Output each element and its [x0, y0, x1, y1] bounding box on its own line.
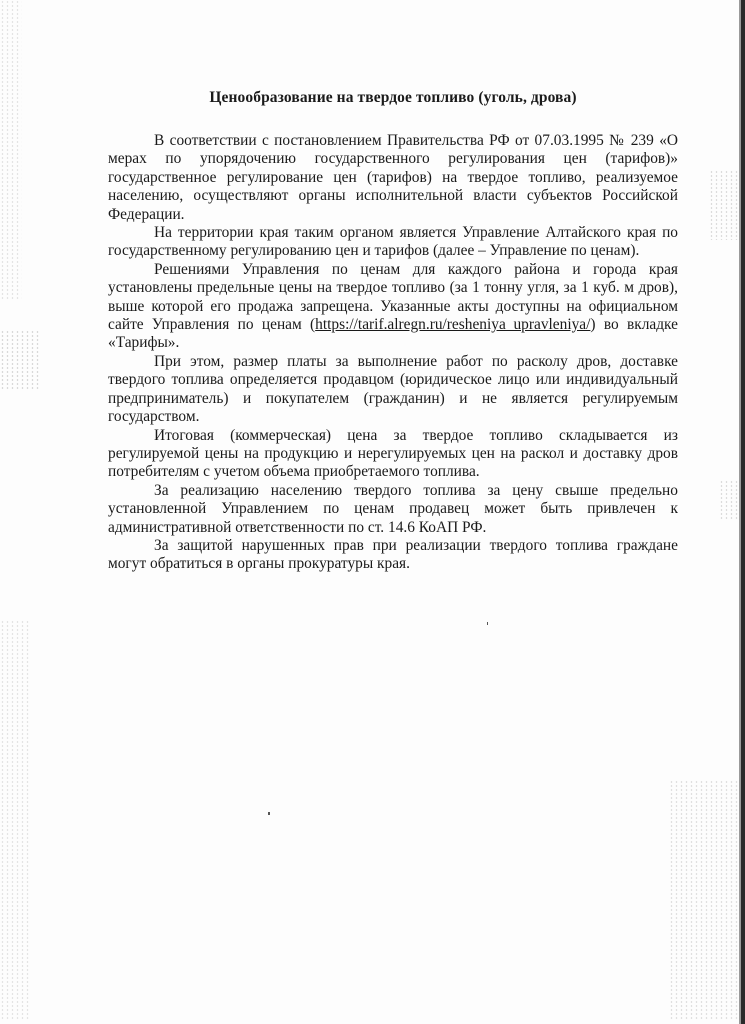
paragraph-prosecutor: За защитой нарушенных прав при реализации твердого топлива граждане могут обратиться в органы прокуратуры края. [108, 536, 678, 573]
scan-noise [0, 0, 22, 300]
scan-noise [719, 480, 739, 520]
scan-noise [709, 170, 739, 240]
paragraph-regulation-basis: В соответствии с постановлением Правительства РФ от 07.03.1995 № 239 «О мерах по упорядочению государственного регулирования цен (тарифов)» государственное регулирование цен (тарифов) на твердое топливо, реализуемое населению, осуществляют органы исполнительной власти субъектов Российской Федерации. [108, 132, 678, 223]
scan-noise [0, 620, 30, 1020]
paragraph-text: Решениями Управления по ценам для каждого района и города края установлены предельные цены на твердое топливо (за 1 тонну угля, за 1 куб. м дров), выше которой его продажа запрещена. Указанные акты доступны на официальном сайте Управления по ценам ( [108, 260, 678, 334]
scan-speck [268, 812, 270, 815]
document-body [108, 88, 678, 574]
paragraph-price-limits [108, 261, 678, 353]
paragraph-text: ) во вкладке «Тарифы». [108, 316, 678, 352]
tariff-site-link[interactable]: https://tarif.alregn.ru/resheniya_upravleniya/ [315, 316, 591, 334]
paragraph-services-fee: При этом, размер платы за выполнение работ по расколу дров, доставке твердого топлива определяется продавцом (юридическое лицо или индивидуальный предприниматель) и покупателем (гражданин) и не является регулируемым государством. [108, 352, 678, 426]
scan-noise [669, 780, 739, 1020]
scan-edge [741, 0, 745, 1024]
scan-speck [487, 622, 488, 625]
paragraph-regulating-body: На территории края таким органом является Управление Алтайского края по государственному регулированию цен и тарифов (далее – Управление по ценам). [108, 224, 678, 260]
document-title: Ценообразование на твердое топливо (уголь, дрова) [209, 89, 577, 106]
paragraph-final-price: Итоговая (коммерческая) цена за твердое топливо складывается из регулируемой цены на продукцию и нерегулируемых цен на раскол и доставку дров потребителям с учетом объема приобретаемого топлива. [108, 426, 678, 481]
paragraph-liability: За реализацию населению твердого топлива за цену свыше предельно установленной Управлением по ценам продавец может быть привлечен к административной ответственности по ст. 14.6 КоАП РФ. [108, 481, 678, 536]
scan-noise [0, 330, 40, 390]
